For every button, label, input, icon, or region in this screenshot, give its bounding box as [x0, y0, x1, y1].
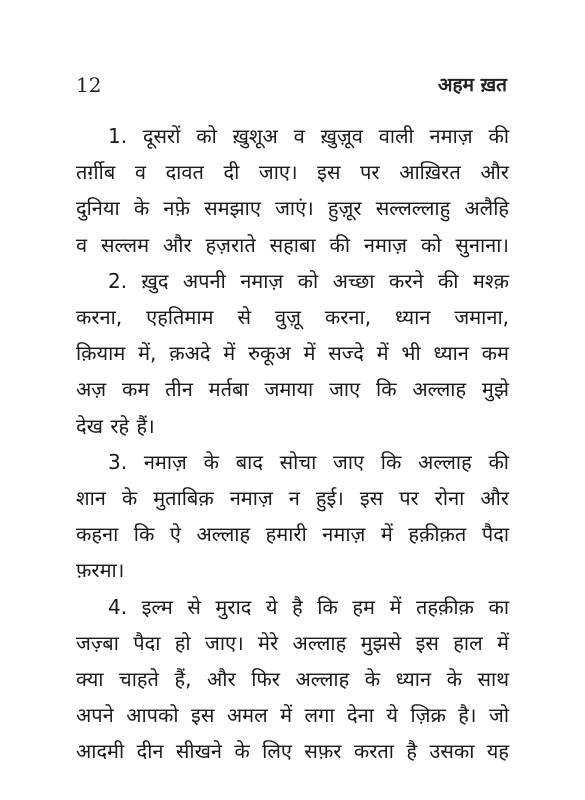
body-text: [76, 118, 509, 770]
text-line: शान के मुताबिक़ नमाज़ न हुई। इस पर रोना और: [76, 486, 509, 511]
text-line: 2. ख़ुद अपनी नमाज़ को अच्छा करने की मश्क़: [108, 268, 509, 293]
paragraph-1: [76, 118, 509, 263]
text-line: क्या चाहते हैं, और फिर अल्लाह के ध्यान के साथ: [76, 667, 509, 692]
text-line: अपने आपको इस अमल में लगा देना ये ज़िक्र है। जो: [76, 703, 509, 728]
paragraph-4: [76, 589, 509, 770]
text-line: क़ियाम में, क़अदे में रुकूअ में सज्दे में भी ध्यान कम: [76, 341, 509, 366]
paragraph-2: [76, 263, 509, 444]
text-line: तर्ग़ीब व दावत दी जाए। इस पर आख़िरत और: [76, 160, 509, 185]
text-line: जज़्बा पैदा हो जाए। मेरे अल्लाह मुझसे इस हाल में: [76, 630, 509, 655]
text-line: आदमी दीन सीखने के लिए सफ़र करता है उसका यह: [76, 739, 509, 764]
text-line: 3. नमाज़ के बाद सोचा जाए कि अल्लाह की: [108, 449, 509, 474]
text-line: फ़रमा।: [76, 558, 125, 583]
text-line: अज़ कम तीन मर्तबा जमाया जाए कि अल्लाह मुझे: [76, 377, 509, 402]
text-line: कहना कि ऐ अल्लाह हमारी नमाज़ में हक़ीक़त पैदा: [76, 522, 509, 547]
paragraph-3: [76, 444, 509, 589]
text-line: 1. दूसरों को ख़ुशूअ व ख़ुज़ूव वाली नमाज़ की: [108, 124, 509, 148]
text-line: देख रहे हैं।: [76, 413, 155, 438]
text-line: व सल्लम और हज़राते सहाबा की नमाज़ को सुनाना।: [76, 232, 509, 257]
running-header: अहम ख़त: [438, 74, 507, 96]
page-number: 12: [76, 73, 102, 97]
text-line: 4. इल्म से मुराद ये है कि हम में तहक़ीक़ का: [108, 594, 509, 619]
text-line: दुनिया के नफ़े समझाए जाएं। हुज़ूर सल्लल्लाहु अलैहि: [76, 196, 509, 221]
text-line: करना, एहतिमाम से वुज़ू करना, ध्यान जमाना,: [76, 305, 509, 330]
